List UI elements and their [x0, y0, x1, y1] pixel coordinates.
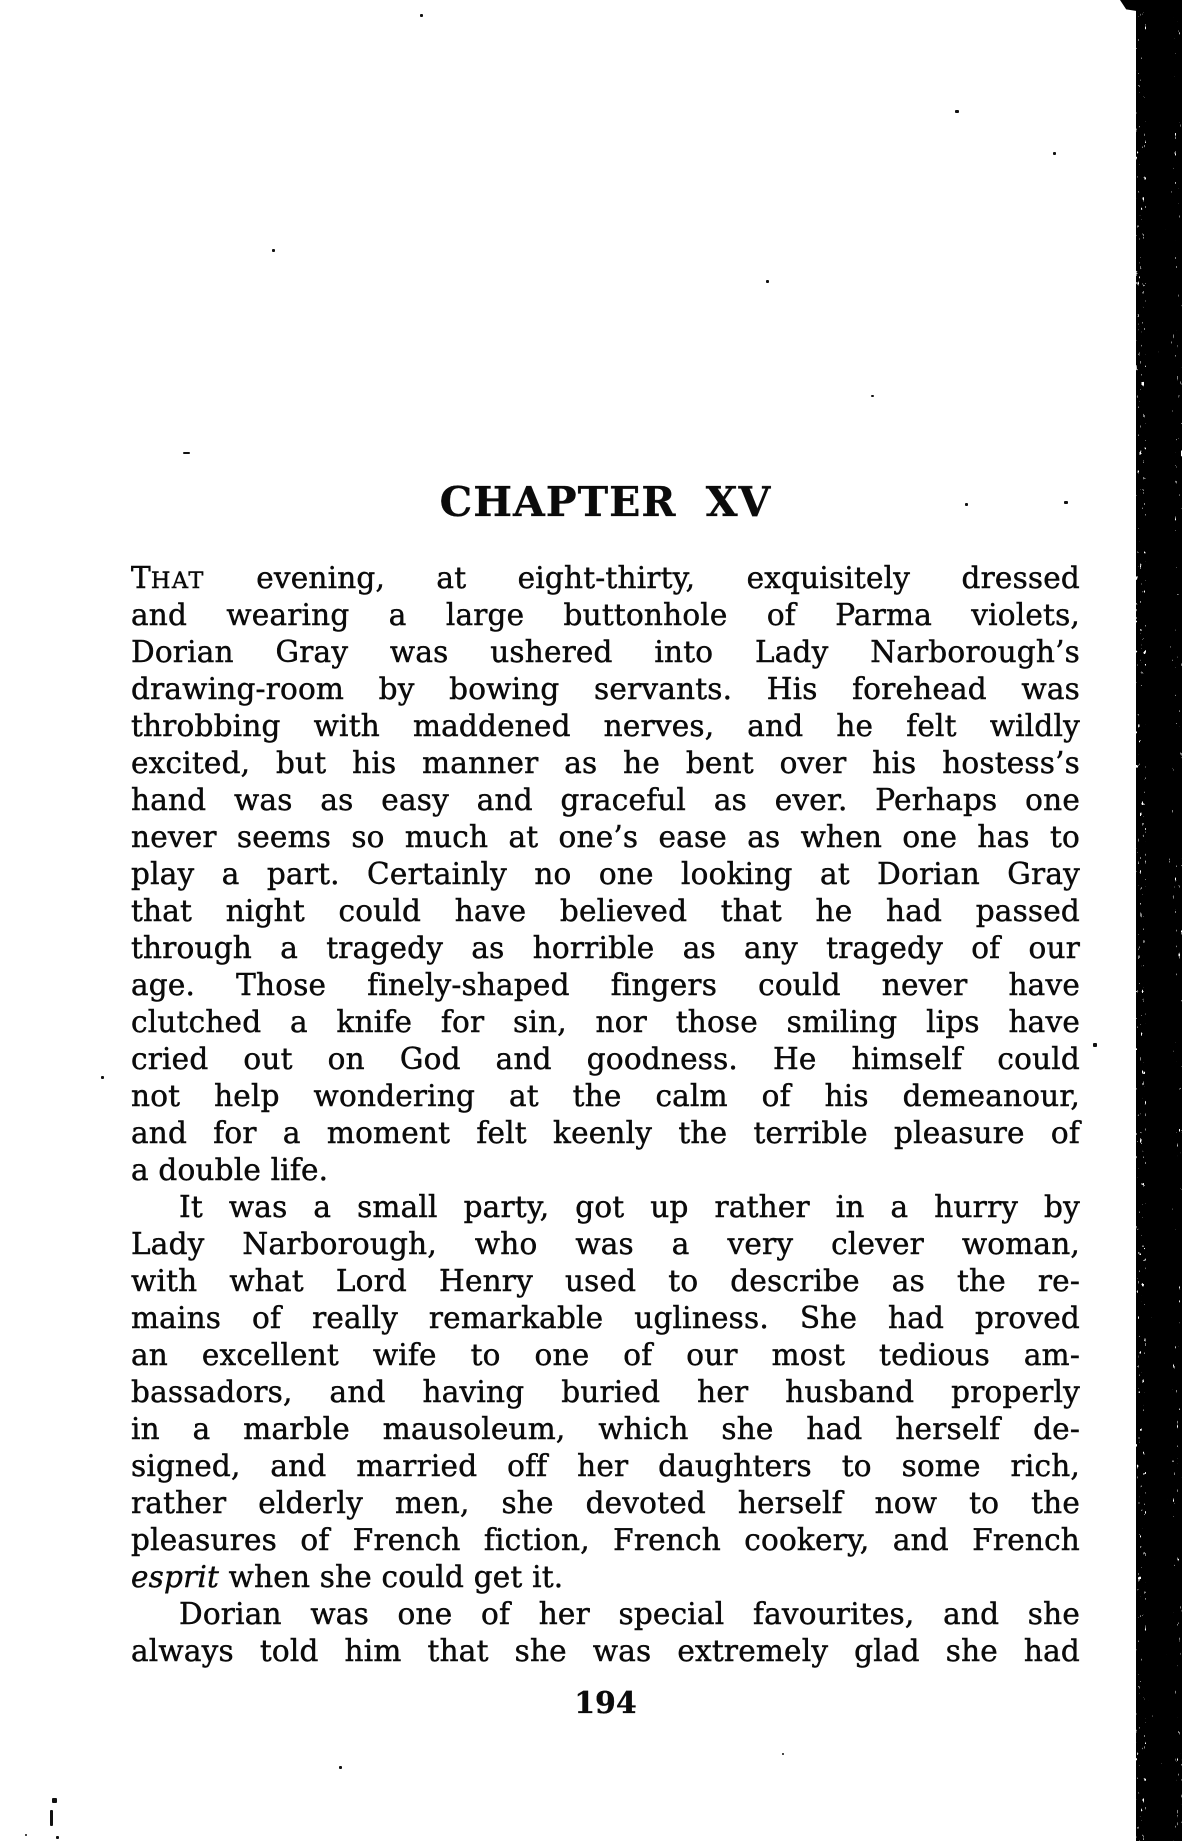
- scan-speck: [50, 1810, 53, 1826]
- scan-speck: [782, 1753, 784, 1755]
- text-segment: an excellent wife to one of our most tedious am-: [131, 1338, 1080, 1372]
- scan-speck: [56, 1836, 59, 1839]
- scan-speck: [420, 14, 423, 17]
- text-segment: clutched a knife for sin, nor those smiling lips have: [131, 1005, 1080, 1039]
- text-line: [131, 819, 1080, 856]
- text-segment: Dorian was one of her special favourites, and she: [179, 1597, 1080, 1631]
- text-segment: a double life.: [131, 1153, 329, 1187]
- text-line: [131, 1115, 1080, 1152]
- text-segment: not help wondering at the calm of his demeanour,: [131, 1079, 1080, 1113]
- text-segment: Lady Narborough, who was a very clever woman,: [131, 1227, 1080, 1261]
- text-line: [131, 1596, 1080, 1633]
- text-line: [131, 671, 1080, 708]
- text-segment: Dorian Gray was ushered into Lady Narborough’s: [131, 635, 1080, 669]
- text-segment: and wearing a large buttonhole of Parma violets,: [131, 598, 1080, 632]
- text-line: [131, 1485, 1080, 1522]
- scan-speck: [1093, 1043, 1097, 1047]
- text-line: [131, 1078, 1080, 1115]
- text-segment: age. Those finely-shaped fingers could never have: [131, 968, 1080, 1002]
- scan-speck: [25, 1834, 27, 1836]
- scan-edge-noise: [1136, 0, 1182, 1841]
- text-segment: through a tragedy as horrible as any tragedy of our: [131, 931, 1080, 965]
- scan-speck: [52, 1798, 57, 1803]
- text-line: [131, 1448, 1080, 1485]
- text-segment: that night could have believed that he had passed: [131, 894, 1080, 928]
- page-number: 194: [574, 1686, 637, 1721]
- scan-speck: [183, 452, 190, 454]
- scan-speck: [339, 1766, 342, 1769]
- scan-speck: [1053, 152, 1056, 155]
- scan-speck: [1064, 501, 1068, 504]
- text-segment: hand was as easy and graceful as ever. Perhaps one: [131, 783, 1080, 817]
- text-segment: signed, and married off her daughters to some rich,: [131, 1449, 1080, 1483]
- text-line: [131, 967, 1080, 1004]
- scan-speck: [272, 249, 275, 252]
- chapter-heading: CHAPTER XV: [439, 478, 772, 526]
- text-line: [131, 560, 1080, 597]
- scan-speck: [965, 503, 968, 506]
- text-line: [131, 745, 1080, 782]
- text-line: [131, 1152, 1080, 1189]
- italic-text: esprit: [131, 1560, 220, 1594]
- text-line: [131, 1226, 1080, 1263]
- text-line: [131, 1263, 1080, 1300]
- text-segment: and for a moment felt keenly the terrible pleasure of: [131, 1116, 1080, 1150]
- text-segment: pleasures of French fiction, French cookery, and French: [131, 1523, 1080, 1557]
- text-segment: drawing-room by bowing servants. His forehead was: [131, 672, 1080, 706]
- text-segment: rather elderly men, she devoted herself now to the: [131, 1486, 1080, 1520]
- scan-speck: [871, 395, 874, 397]
- scan-speck: [955, 110, 959, 113]
- text-line: [131, 1041, 1080, 1078]
- text-line: [131, 1337, 1080, 1374]
- scan-corner-artifact: [1120, 0, 1182, 18]
- text-segment: when she could get it.: [219, 1560, 564, 1594]
- text-line: [131, 1559, 1080, 1596]
- text-segment: cried out on God and goodness. He himself could: [131, 1042, 1080, 1076]
- text-line: [131, 893, 1080, 930]
- text-line: [131, 782, 1080, 819]
- text-segment: in a marble mausoleum, which she had herself de-: [131, 1412, 1080, 1446]
- page-text: [131, 560, 1080, 1670]
- text-segment: mains of really remarkable ugliness. She had proved: [131, 1301, 1080, 1335]
- text-segment: excited, but his manner as he bent over his hostess’s: [131, 746, 1080, 780]
- text-line: [131, 597, 1080, 634]
- text-line: [131, 634, 1080, 671]
- text-line: [131, 1522, 1080, 1559]
- text-line: [131, 1300, 1080, 1337]
- text-segment: T: [131, 561, 151, 595]
- text-line: [131, 856, 1080, 893]
- text-line: [131, 1411, 1080, 1448]
- text-segment: always told him that she was extremely glad she had: [131, 1634, 1080, 1668]
- text-line: [131, 1374, 1080, 1411]
- text-segment: It was a small party, got up rather in a hurry by: [179, 1190, 1080, 1224]
- text-segment: bassadors, and having buried her husband properly: [131, 1375, 1080, 1409]
- small-caps-text: HAT: [150, 568, 205, 594]
- text-line: [131, 1189, 1080, 1226]
- scan-speck: [766, 280, 769, 283]
- text-segment: evening, at eight-thirty, exquisitely dressed: [204, 561, 1080, 595]
- text-segment: play a part. Certainly no one looking at Dorian Gray: [131, 857, 1080, 891]
- text-line: [131, 930, 1080, 967]
- text-segment: never seems so much at one’s ease as when one has to: [131, 820, 1080, 854]
- text-line: [131, 708, 1080, 745]
- text-line: [131, 1633, 1080, 1670]
- text-line: [131, 1004, 1080, 1041]
- scan-speck: [101, 1076, 104, 1079]
- text-segment: throbbing with maddened nerves, and he felt wildly: [131, 709, 1080, 743]
- text-segment: with what Lord Henry used to describe as the re-: [131, 1264, 1080, 1298]
